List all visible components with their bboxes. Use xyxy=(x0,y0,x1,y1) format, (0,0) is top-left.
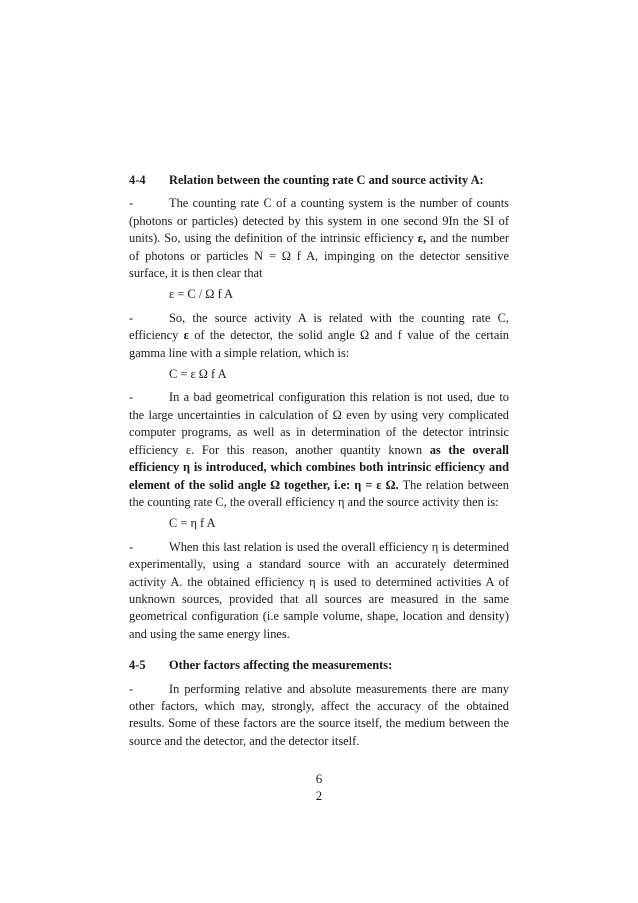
section-title: Other factors affecting the measurements: xyxy=(169,658,393,673)
paragraph xyxy=(129,195,509,282)
paragraph-text: and the number of photons or particles N = Ω f A, impinging on the detector sensitive surface, it is then clear that xyxy=(129,231,509,281)
paragraph-dash: - xyxy=(129,310,134,325)
page-number xyxy=(0,770,638,804)
paragraph-text: When this last relation is used the overall efficiency η is determined experimentally, using a standard source with an accurately determined activity A. the obtained efficiency η is used to determined activities A of unknown sources, provided that all sources are measured in the same geometrical configuration (i.e sample volume, shape, location and density) and using the same energy lines. xyxy=(129,539,509,641)
document-body xyxy=(129,172,509,750)
section-heading-4-4 xyxy=(129,172,509,189)
paragraph-dash: - xyxy=(129,681,134,696)
paragraph xyxy=(129,681,509,751)
formula-counting-rate: C = ε Ω f A xyxy=(169,367,227,382)
paragraph-dash: - xyxy=(129,539,134,554)
page-number-line: 6 xyxy=(315,771,323,786)
section-number: 4-4 xyxy=(129,173,146,187)
epsilon-symbol: ε, xyxy=(417,231,427,246)
section-title: Relation between the counting rate C and source activity A: xyxy=(169,173,484,187)
epsilon-symbol: ε xyxy=(183,328,189,343)
paragraph-text: The counting rate C of a counting system is the number of counts (photons or particles) detected by this system in one second 9In the SI of units). So, using the definition of the intrinsic efficiency xyxy=(129,196,509,246)
overall-efficiency-definition: as the overall efficiency η is introduced, which combines both intrinsic efficiency and element of the solid angle Ω together, i.e: η = ε Ω. xyxy=(129,442,509,492)
paragraph-dash: - xyxy=(129,196,134,211)
paragraph-text: The relation between the counting rate C, the overall efficiency η and the source activity then is: xyxy=(129,477,509,509)
section-number: 4-5 xyxy=(129,658,146,673)
paragraph-dash: - xyxy=(129,390,134,405)
section-heading-4-5 xyxy=(129,657,509,674)
paragraph xyxy=(129,310,509,362)
paragraph-text: In performing relative and absolute measurements there are many other factors, which may, strongly, affect the accuracy of the obtained results. Some of these factors are the source itself, the medium between the source and the detector, and the detector itself. xyxy=(129,681,509,748)
paragraph xyxy=(129,389,509,511)
paragraph-text: So, the source activity A is related with the counting rate C, efficiency xyxy=(129,310,509,343)
formula-efficiency: ε = C / Ω f A xyxy=(169,287,234,302)
paragraph-text: of the detector, the solid angle Ω and f value of the certain gamma line with a simple relation, which is: xyxy=(129,328,509,360)
paragraph-text: In a bad geometrical configuration this relation is not used, due to the large uncertainties in calculation of Ω even by using very complicated computer programs, as well as in determination of the detector intrinsic efficiency ε. For this reason, another quantity known xyxy=(129,390,509,457)
paragraph xyxy=(129,539,509,643)
page-number-line: 2 xyxy=(315,788,323,803)
formula-overall: C = η f A xyxy=(169,516,216,531)
